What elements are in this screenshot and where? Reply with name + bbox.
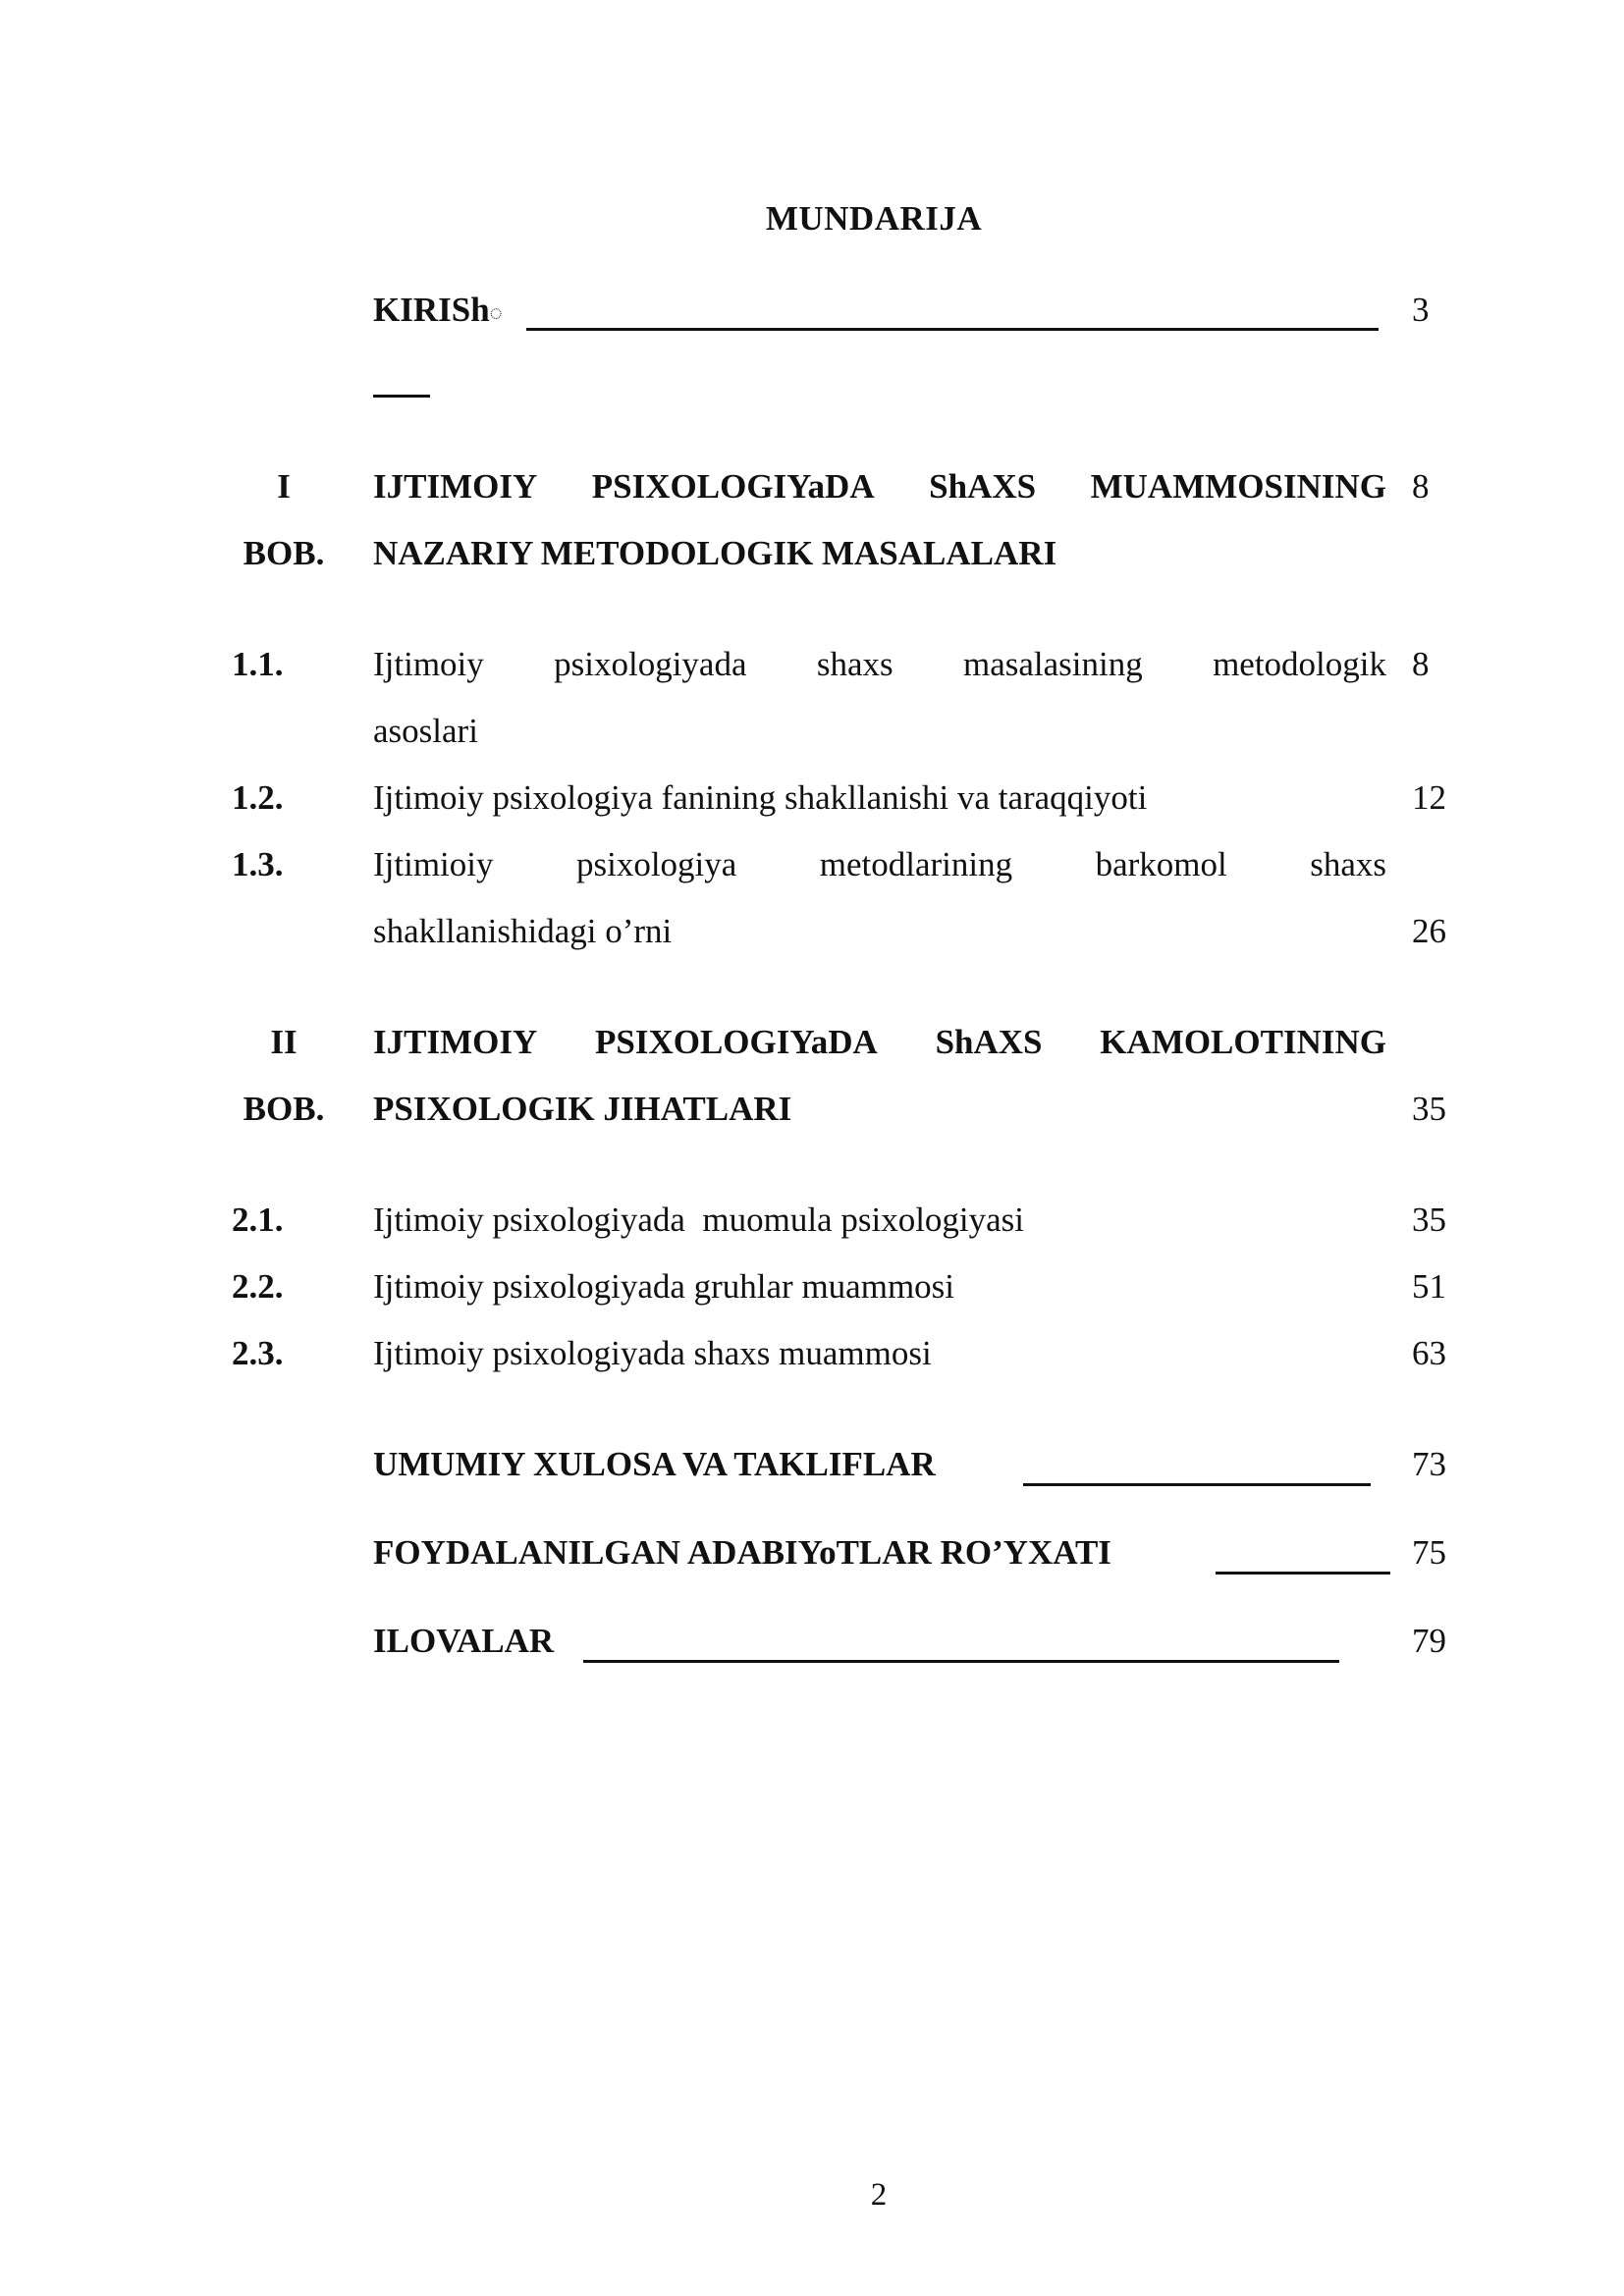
toc-section-2-1 bbox=[0, 1187, 1624, 1254]
chapter-title-line bbox=[373, 454, 1386, 520]
toc-chapter-1 bbox=[0, 454, 1624, 520]
toc-entry-title: ILOVALAR bbox=[373, 1622, 555, 1660]
toc-section-1-2 bbox=[0, 765, 1624, 831]
section-number: 1.2. bbox=[232, 778, 284, 817]
title-word: ShAXS bbox=[935, 1023, 1043, 1061]
title-word: PSIXOLOGIYaDA bbox=[595, 1023, 878, 1061]
title-word: PSIXOLOGIYaDA bbox=[591, 467, 875, 506]
title-word: shaxs bbox=[1310, 845, 1386, 883]
toc-page-number: 35 bbox=[1412, 1201, 1446, 1239]
section-title-line bbox=[373, 631, 1386, 698]
page-number: 2 bbox=[870, 2177, 888, 2213]
title-word: masalasining bbox=[962, 645, 1143, 683]
toc-entry-conclusion bbox=[0, 1431, 1624, 1498]
toc-chapter-2-line-2 bbox=[0, 1076, 1624, 1143]
title-word: Ijtimioiy bbox=[373, 845, 494, 883]
toc-page-number: 35 bbox=[1412, 1090, 1446, 1128]
toc-chapter-2 bbox=[0, 1009, 1624, 1076]
title-word: shaxs bbox=[816, 645, 893, 683]
section-title: Ijtimoiy psixologiyada shaxs muammosi bbox=[373, 1334, 932, 1372]
title-word: ShAXS bbox=[929, 467, 1037, 506]
toc-page-number: 26 bbox=[1412, 912, 1446, 950]
section-title-line: asoslari bbox=[373, 712, 478, 750]
toc-entry-title: FOYDALANILGAN ADABIYoTLAR RO’YXATI bbox=[373, 1533, 1111, 1572]
title-word: metodlarining bbox=[819, 845, 1013, 883]
section-title-line bbox=[373, 831, 1386, 898]
chapter-label: BOB. bbox=[243, 1090, 325, 1128]
section-number: 2.2. bbox=[232, 1267, 284, 1306]
circle-mark: ◌ bbox=[489, 299, 503, 325]
toc-page-number: 12 bbox=[1412, 778, 1446, 817]
section-number: 2.1. bbox=[232, 1201, 284, 1239]
section-title: Ijtimoiy psixologiya fanining shakllanishi va taraqqiyoti bbox=[373, 778, 1148, 817]
toc-entry-appendices bbox=[0, 1608, 1624, 1675]
section-title: Ijtimoiy psixologiyada muomula psixologiyasi bbox=[373, 1201, 1025, 1239]
section-title: Ijtimoiy psixologiyada gruhlar muammosi bbox=[373, 1267, 955, 1306]
toc-section-1-3-line-2 bbox=[0, 898, 1624, 965]
title-word: metodologik bbox=[1213, 645, 1386, 683]
page-title: MUNDARIJA bbox=[765, 199, 983, 238]
chapter-label: BOB. bbox=[243, 534, 325, 572]
title-word: psixologiyada bbox=[554, 645, 747, 683]
title-word: IJTIMOIY bbox=[373, 467, 538, 506]
toc-page-number: 75 bbox=[1412, 1533, 1446, 1572]
toc-section-1-1-line-2 bbox=[0, 698, 1624, 765]
introduction-label: KIRISh bbox=[373, 291, 490, 329]
leader-line bbox=[1216, 1572, 1390, 1575]
toc-entry-title: UMUMIY XULOSA VA TAKLIFLAR bbox=[373, 1445, 936, 1483]
toc-section-2-2 bbox=[0, 1254, 1624, 1320]
section-number: 2.3. bbox=[232, 1334, 284, 1372]
toc-page-number: 8 bbox=[1412, 467, 1430, 506]
toc-page-number: 51 bbox=[1412, 1267, 1446, 1306]
toc-entry-references bbox=[0, 1520, 1624, 1586]
section-number: 1.3. bbox=[232, 845, 284, 883]
chapter-title-line: PSIXOLOGIK JIHATLARI bbox=[373, 1090, 792, 1128]
section-title-line: shakllanishidagi o’rni bbox=[373, 912, 673, 950]
toc-section-2-3 bbox=[0, 1320, 1624, 1387]
leader-line bbox=[373, 395, 430, 398]
toc-page-number: 3 bbox=[1412, 291, 1430, 329]
toc-entry-title bbox=[373, 277, 1386, 347]
title-word: psixologiya bbox=[575, 845, 737, 883]
section-number: 1.1. bbox=[232, 645, 284, 683]
leader-line bbox=[1023, 1483, 1371, 1486]
chapter-number: I bbox=[277, 467, 291, 506]
title-word: MUAMMOSINING bbox=[1090, 467, 1386, 506]
title-word: KAMOLOTINING bbox=[1100, 1023, 1386, 1061]
leader-line bbox=[526, 328, 1379, 331]
toc-page-number: 63 bbox=[1412, 1334, 1446, 1372]
toc-section-1-3 bbox=[0, 831, 1624, 898]
title-word: Ijtimoiy bbox=[373, 645, 484, 683]
chapter-title-line: NAZARIY METODOLOGIK MASALALARI bbox=[373, 534, 1057, 572]
title-word: barkomol bbox=[1095, 845, 1227, 883]
toc-entry-introduction bbox=[0, 277, 1624, 344]
toc-section-1-1 bbox=[0, 631, 1624, 698]
chapter-number: II bbox=[270, 1023, 298, 1061]
toc-page-number: 79 bbox=[1412, 1622, 1446, 1660]
toc-page-number: 8 bbox=[1412, 645, 1430, 683]
toc-chapter-1-line-2 bbox=[0, 520, 1624, 587]
toc-page-number: 73 bbox=[1412, 1445, 1446, 1483]
leader-line bbox=[583, 1660, 1339, 1663]
title-word: IJTIMOIY bbox=[373, 1023, 538, 1061]
chapter-title-line bbox=[373, 1009, 1386, 1076]
